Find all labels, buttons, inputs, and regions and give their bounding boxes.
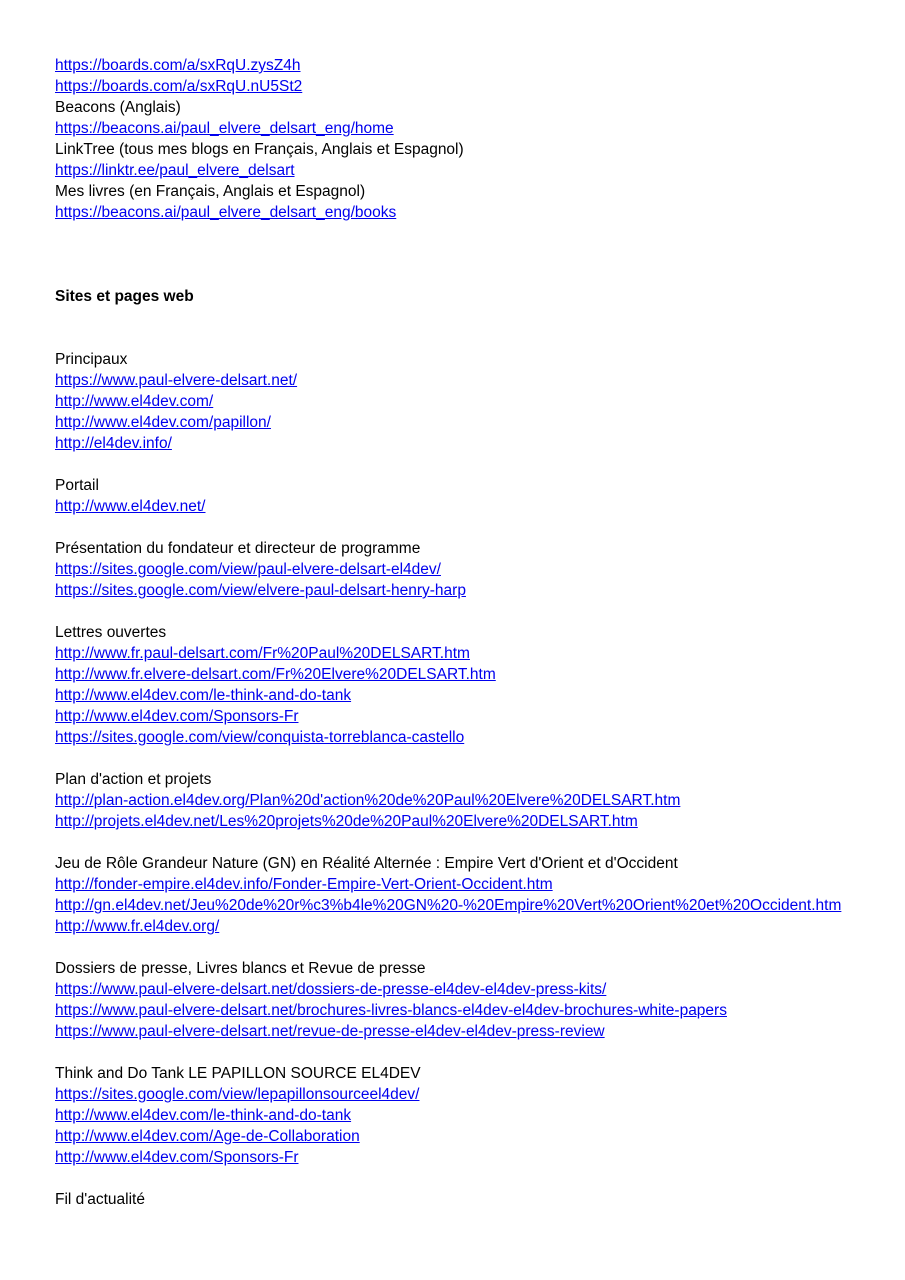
text-line: Plan d'action et projets xyxy=(55,771,212,788)
document-link[interactable]: https://linktr.ee/paul_elvere_delsart xyxy=(55,162,295,179)
text-line: Mes livres (en Français, Anglais et Espagnol) xyxy=(55,183,366,200)
section-think-and-do-tank xyxy=(55,1063,905,1168)
section-heading: Sites et pages web xyxy=(55,288,194,305)
text-line: Jeu de Rôle Grandeur Nature (GN) en Réalité Alternée : Empire Vert d'Orient et d'Occident xyxy=(55,855,678,872)
text-line: Think and Do Tank LE PAPILLON SOURCE EL4DEV xyxy=(55,1065,421,1082)
document-link[interactable]: http://gn.el4dev.net/Jeu%20de%20r%c3%b4le%20GN%20-%20Empire%20Vert%20Orient%20et%20Occident.htm xyxy=(55,897,842,914)
section-principaux xyxy=(55,349,905,454)
document-link[interactable]: http://www.fr.elvere-delsart.com/Fr%20Elvere%20DELSART.htm xyxy=(55,666,496,683)
document-link[interactable]: https://boards.com/a/sxRqU.nU5St2 xyxy=(55,78,303,95)
section-portail xyxy=(55,475,905,517)
document-link[interactable]: https://www.paul-elvere-delsart.net/revue-de-presse-el4dev-el4dev-press-review xyxy=(55,1023,605,1040)
document-link[interactable]: http://www.el4dev.com/papillon/ xyxy=(55,414,271,431)
document-link[interactable]: http://plan-action.el4dev.org/Plan%20d'action%20de%20Paul%20Elvere%20DELSART.htm xyxy=(55,792,681,809)
section-plan-action-projets xyxy=(55,769,905,832)
document-link[interactable]: http://www.fr.el4dev.org/ xyxy=(55,918,220,935)
document-link[interactable]: https://sites.google.com/view/conquista-torreblanca-castello xyxy=(55,729,465,746)
document-link[interactable]: http://www.fr.paul-delsart.com/Fr%20Paul%20DELSART.htm xyxy=(55,645,470,662)
document-link[interactable]: https://www.paul-elvere-delsart.net/dossiers-de-presse-el4dev-el4dev-press-kits/ xyxy=(55,981,607,998)
document-link[interactable]: http://www.el4dev.com/le-think-and-do-tank xyxy=(55,687,352,704)
document-link[interactable]: http://www.el4dev.com/Sponsors-Fr xyxy=(55,708,299,725)
document-link[interactable]: https://beacons.ai/paul_elvere_delsart_eng/books xyxy=(55,204,397,221)
section-lettres-ouvertes xyxy=(55,622,905,748)
document-content xyxy=(55,55,905,1210)
document-link[interactable]: http://fonder-empire.el4dev.info/Fonder-Empire-Vert-Orient-Occident.htm xyxy=(55,876,553,893)
document-link[interactable]: http://projets.el4dev.net/Les%20projets%20de%20Paul%20Elvere%20DELSART.htm xyxy=(55,813,638,830)
document-link[interactable]: http://www.el4dev.com/Sponsors-Fr xyxy=(55,1149,299,1166)
document-link[interactable]: https://www.paul-elvere-delsart.net/ xyxy=(55,372,298,389)
section-presentation-fondateur xyxy=(55,538,905,601)
document-link[interactable]: http://www.el4dev.com/Age-de-Collaboration xyxy=(55,1128,360,1145)
text-line: Principaux xyxy=(55,351,128,368)
document-link[interactable]: http://www.el4dev.com/ xyxy=(55,393,214,410)
document-link[interactable]: https://sites.google.com/view/elvere-paul-delsart-henry-harp xyxy=(55,582,466,599)
text-line: Présentation du fondateur et directeur de programme xyxy=(55,540,421,557)
section-fil-actualite xyxy=(55,1189,905,1210)
section-sites-heading xyxy=(55,286,905,307)
section-jeu-de-role-gn xyxy=(55,853,905,937)
text-line: LinkTree (tous mes blogs en Français, Anglais et Espagnol) xyxy=(55,141,464,158)
text-line: Fil d'actualité xyxy=(55,1191,145,1208)
text-line: Lettres ouvertes xyxy=(55,624,167,641)
section-dossiers-presse xyxy=(55,958,905,1042)
document-link[interactable]: http://el4dev.info/ xyxy=(55,435,172,452)
text-line: Portail xyxy=(55,477,99,494)
text-line: Dossiers de presse, Livres blancs et Revue de presse xyxy=(55,960,426,977)
document-link[interactable]: http://www.el4dev.net/ xyxy=(55,498,206,515)
document-link[interactable]: https://boards.com/a/sxRqU.zysZ4h xyxy=(55,57,301,74)
document-link[interactable]: http://www.el4dev.com/le-think-and-do-tank xyxy=(55,1107,352,1124)
document-link[interactable]: https://beacons.ai/paul_elvere_delsart_eng/home xyxy=(55,120,394,137)
text-line: Beacons (Anglais) xyxy=(55,99,181,116)
document-link[interactable]: https://www.paul-elvere-delsart.net/brochures-livres-blancs-el4dev-el4dev-brochures-white-papers xyxy=(55,1002,727,1019)
document-link[interactable]: https://sites.google.com/view/lepapillonsourceel4dev/ xyxy=(55,1086,420,1103)
document-link[interactable]: https://sites.google.com/view/paul-elvere-delsart-el4dev/ xyxy=(55,561,441,578)
section-profile-links xyxy=(55,55,905,223)
